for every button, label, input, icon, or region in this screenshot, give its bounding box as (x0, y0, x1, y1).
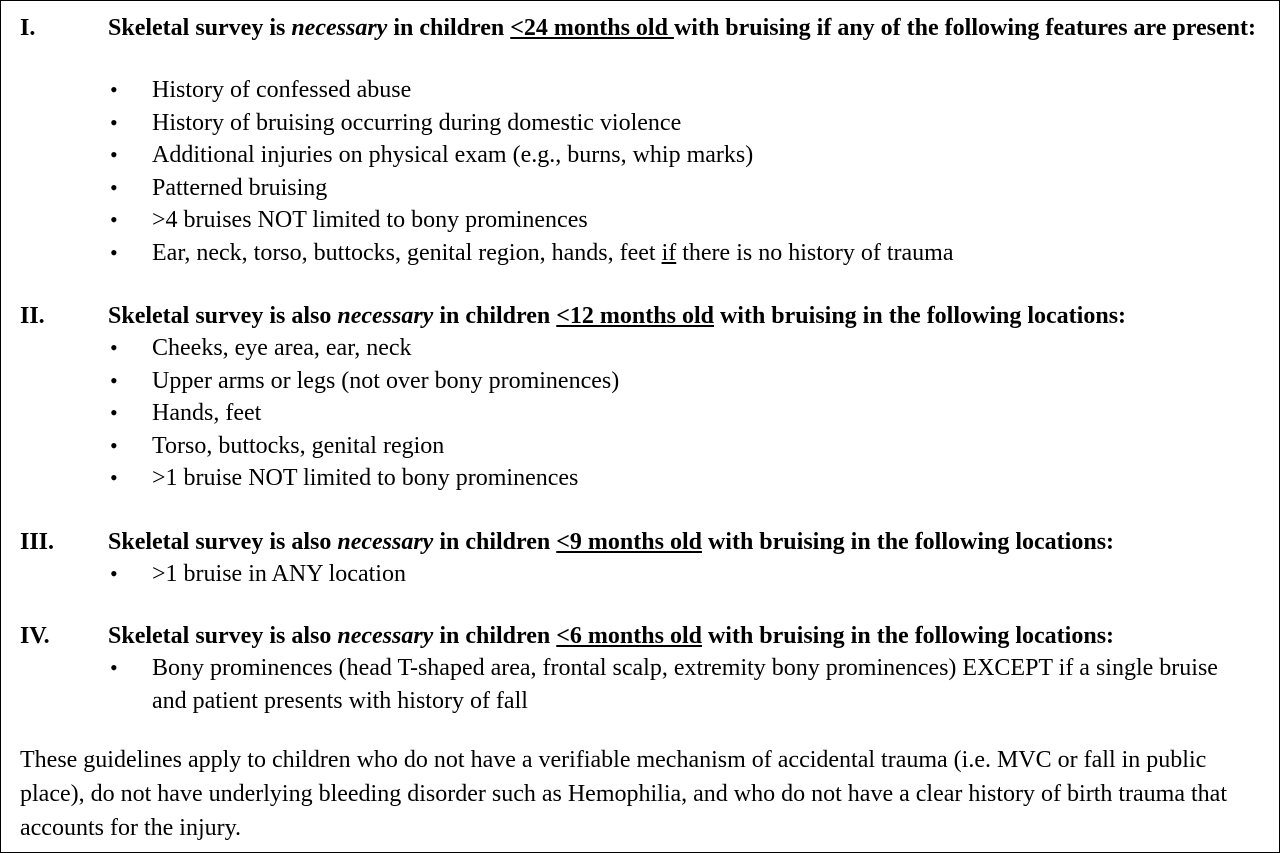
section-heading: Skeletal survey is necessary in children <24 months old with bruising if any of the following features are present: (108, 15, 1256, 41)
list-item: • >1 bruise in ANY location (108, 558, 1258, 591)
list-item: • Hands, feet (108, 397, 1258, 430)
criteria-list (108, 558, 1258, 591)
list-item: • Ear, neck, torso, buttocks, genital region, hands, feet if there is no history of trauma (108, 237, 1258, 270)
list-item: • Additional injuries on physical exam (e.g., burns, whip marks) (108, 139, 1258, 172)
section-heading: Skeletal survey is also necessary in children <9 months old with bruising in the following locations: (108, 529, 1115, 555)
list-item: • Bony prominences (head T-shaped area, frontal scalp, extremity bony prominences) EXCEPT if a single bruise and patient presents with history of fall (108, 652, 1258, 717)
list-item: • >4 bruises NOT limited to bony prominences (108, 204, 1258, 237)
criteria-list (108, 74, 1258, 270)
age-threshold: <24 months old (510, 15, 674, 41)
section-heading: Skeletal survey is also necessary in children <6 months old with bruising in the following locations: (108, 623, 1115, 649)
list-item: • Cheeks, eye area, ear, neck (108, 332, 1258, 365)
list-item: • History of bruising occurring during domestic violence (108, 107, 1258, 140)
criteria-list (108, 332, 1258, 495)
section-numeral: III. (20, 529, 55, 555)
age-threshold: <12 months old (556, 303, 714, 329)
section-numeral: IV. (20, 623, 50, 649)
section-numeral: I. (20, 15, 36, 41)
age-threshold: <9 months old (556, 529, 702, 555)
age-threshold: <6 months old (556, 623, 702, 649)
criteria-list (108, 652, 1258, 717)
list-item: • Torso, buttocks, genital region (108, 430, 1258, 463)
footer-note: These guidelines apply to children who do not have a verifiable mechanism of accidental trauma (i.e. MVC or fall in public place), do not have underlying bleeding disorder such as Hemophilia, and who do not have a clear history of birth trauma that accounts for the injury. (20, 747, 1227, 841)
list-item: • >1 bruise NOT limited to bony prominences (108, 462, 1258, 495)
list-item: • Patterned bruising (108, 172, 1258, 205)
list-item: • Upper arms or legs (not over bony prominences) (108, 365, 1258, 398)
list-item: • History of confessed abuse (108, 74, 1258, 107)
section-heading: Skeletal survey is also necessary in children <12 months old with bruising in the following locations: (108, 303, 1127, 329)
section-numeral: II. (20, 303, 45, 329)
